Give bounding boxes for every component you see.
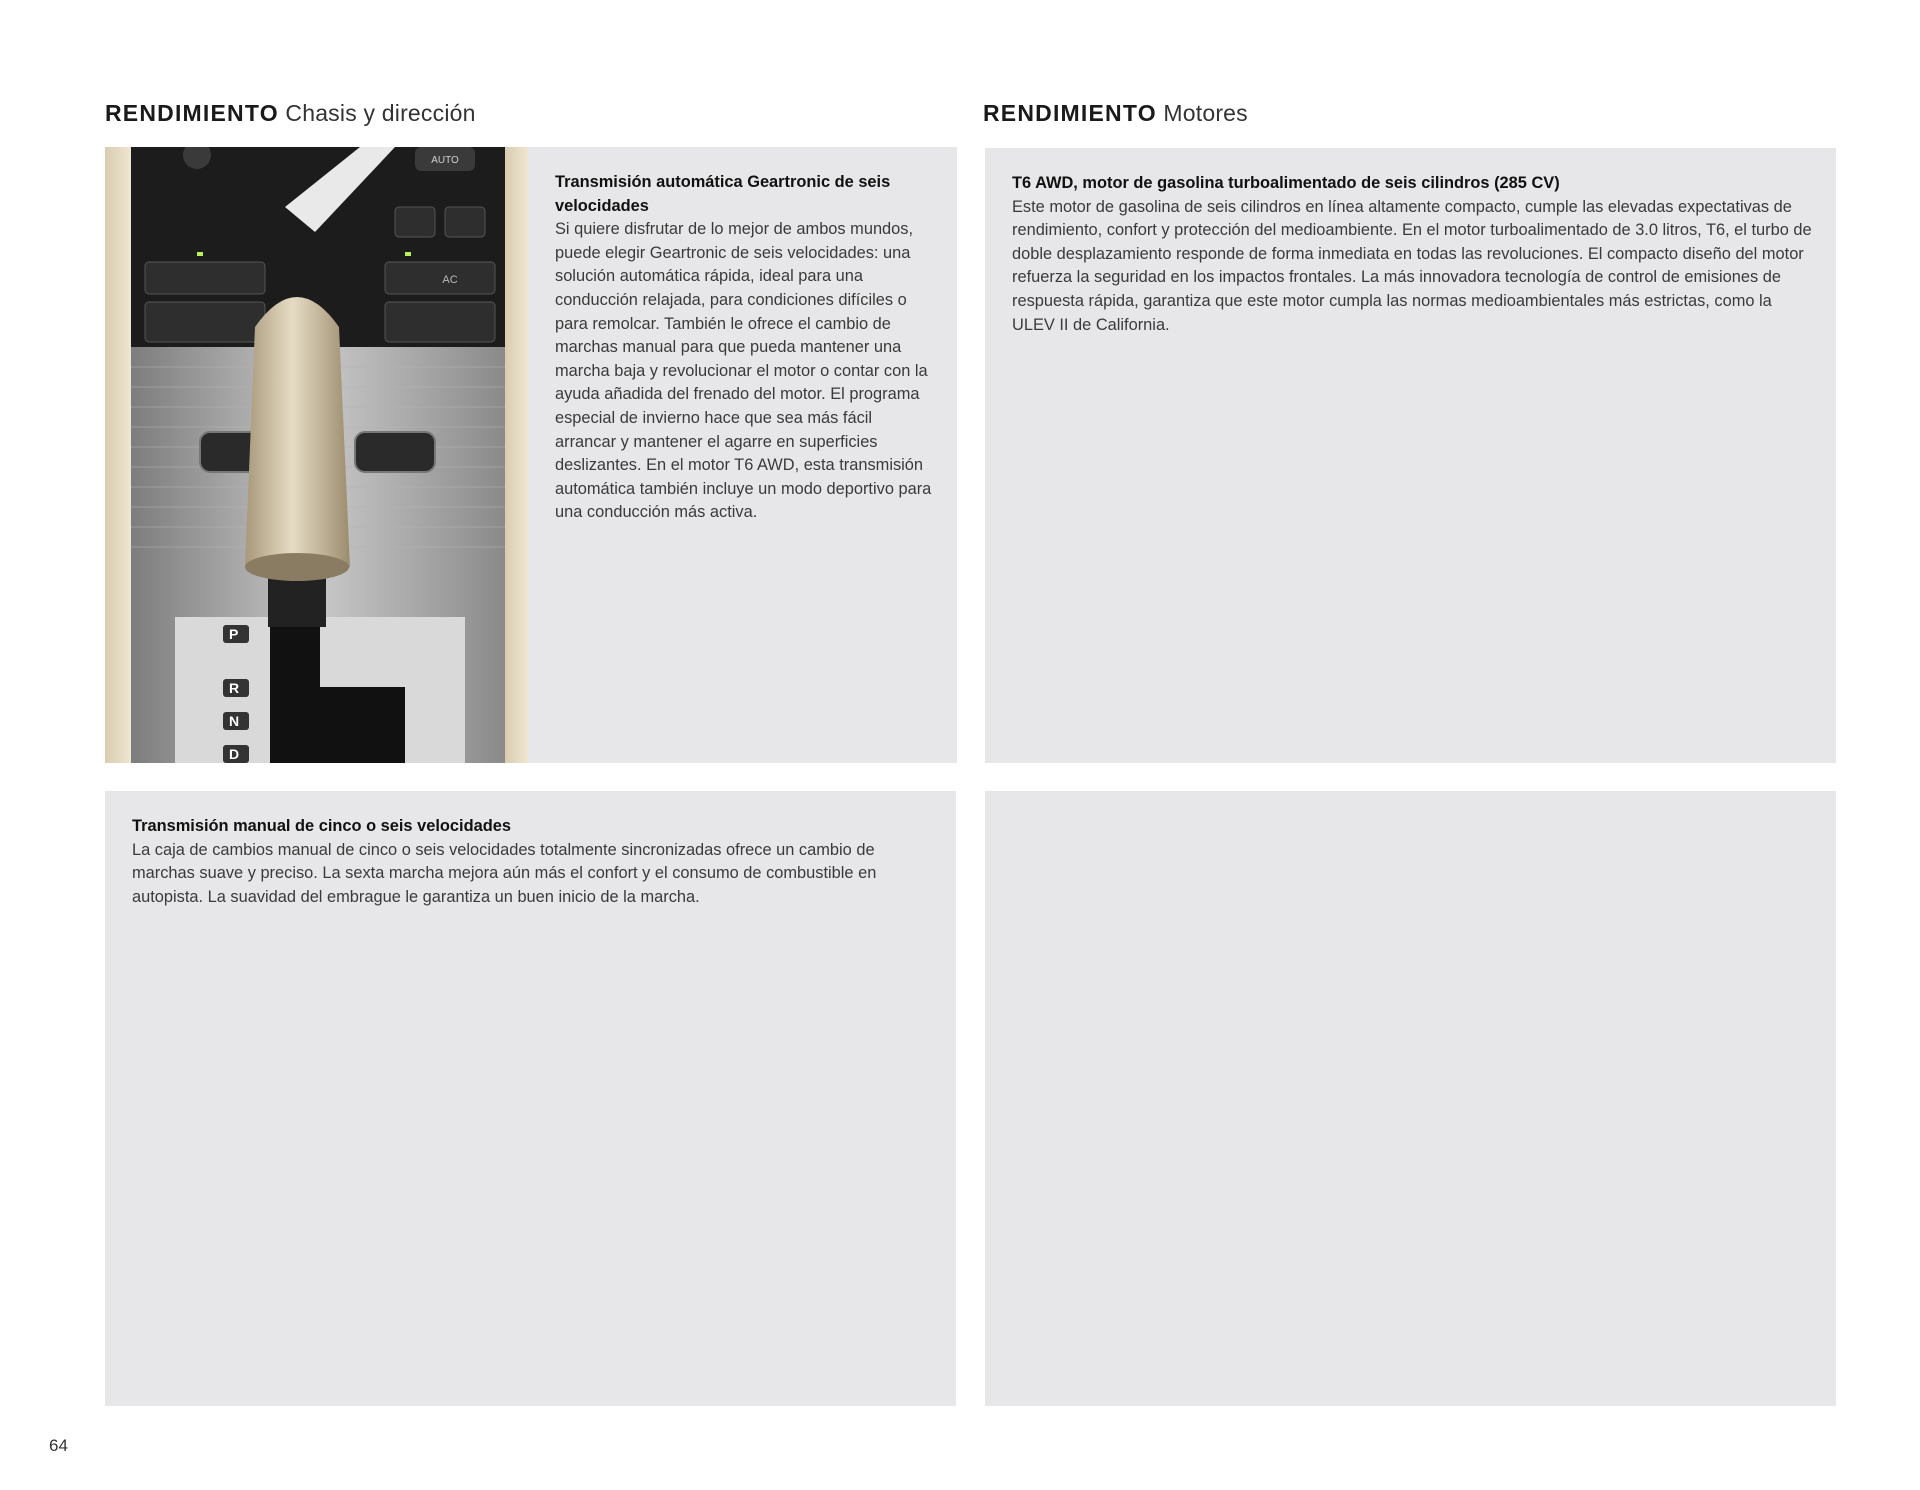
section-body: Este motor de gasolina de seis cilindros en línea altamente compacto, cumple las elevadas expectativas de rendimiento, confort y protección del medioambiente. En el motor turboalimentado de 3.0 litros, T6, el turbo de doble desplazamiento responde de forma inmediata en todas las revoluciones. El compacto diseño del motor refuerza la seguridad en los impactos frontales. La más innovadora tecnología de control de emisiones de respuesta rápida, garantiza que este motor cumpla las normas medioambientales más estrictas, como la ULEV II de California. [1012,197,1812,334]
ac-label: AC [442,274,458,286]
section-body: La caja de cambios manual de cinco o seis velocidades totalmente sincronizadas ofrece un cambio de marchas suave y preciso. La sexta marcha mejora aún más el confort y el consumo de combustible en autopista. La suavidad del embrague le garantiza un buen inicio de la marcha. [132,840,877,906]
panel-empty [985,791,1836,1406]
section-heading-chassis [105,100,476,127]
panel-engine [985,148,1836,763]
gear-shifter-photo [105,147,528,763]
engine-text [1012,172,1812,337]
heading-subtitle: Chasis y dirección [285,100,476,126]
section-title: Transmisión manual de cinco o seis velocidades [132,817,511,835]
panel-manual-transmission [105,791,956,1406]
panel-automatic-transmission [105,147,957,763]
section-body: Si quiere disfrutar de lo mejor de ambos mundos, puede elegir Geartronic de seis velocidades: una solución automática rápida, ideal para una conducción relajada, para condiciones difíciles o para remolcar. También le ofrece el cambio de marchas manual para que pueda mantener una marcha baja y revolucionar el motor o contar con la ayuda añadida del frenado del motor. El programa especial de invierno hace que sea más fácil arrancar y mantener el agarre en superficies deslizantes. En el motor T6 AWD, esta transmisión automática también incluye un modo deportivo para una conducción más activa. [555,220,932,522]
section-title: Transmisión automática Geartronic de seis velocidades [555,173,891,215]
auto-label: AUTO [431,155,459,166]
heading-bold: RENDIMIENTO [983,100,1157,126]
gear-p: P [229,626,239,642]
section-title: T6 AWD, motor de gasolina turboalimentado de seis cilindros (285 CV) [1012,174,1560,192]
heading-subtitle: Motores [1163,100,1248,126]
gear-d: D [229,746,240,762]
gear-r: R [229,680,240,696]
gear-n: N [229,713,240,729]
section-heading-engines [983,100,1248,127]
automatic-transmission-text [555,171,935,525]
manual-transmission-text [132,815,932,909]
heading-bold: RENDIMIENTO [105,100,279,126]
page-number: 64 [49,1436,68,1455]
